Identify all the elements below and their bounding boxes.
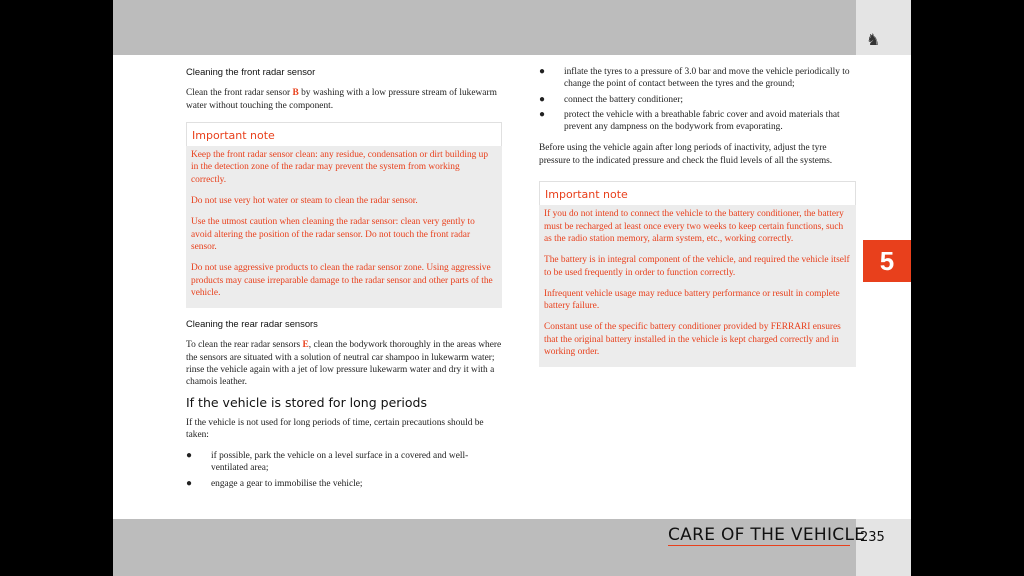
list-item-text: inflate the tyres to a pressure of 3.0 bar and move the vehicle periodically to change the point of contact between the tyres and the ground; — [564, 67, 850, 90]
rear-para-text: To clean the rear radar sensors — [186, 340, 303, 351]
manual-page — [113, 0, 911, 576]
sensor-ref-e: E — [302, 340, 309, 351]
list-item — [186, 478, 502, 490]
rear-radar-heading: Cleaning the rear radar sensors — [186, 318, 318, 330]
front-radar-paragraph — [186, 87, 502, 112]
bullet-icon: ● — [539, 108, 546, 120]
list-item-text: connect the battery conditioner; — [564, 94, 683, 105]
list-item — [539, 94, 856, 106]
rear-radar-paragraph — [186, 339, 502, 388]
header-corner — [856, 0, 911, 55]
section-title-underline — [668, 545, 850, 546]
front-para-text: Clean the front radar sensor — [186, 88, 293, 99]
list-item — [539, 109, 856, 134]
note-paragraph: Do not use aggressive products to clean the radar sensor zone. Using aggressive products may cause irreparable damage to the radar sensor and other parts of the vehicle. — [191, 263, 493, 298]
page-number: 235 — [860, 530, 885, 545]
after-storage-paragraph: Before using the vehicle again after long periods of inactivity, adjust the tyre pressure to the indicated pressure and check the fluid levels of all the systems. — [539, 143, 833, 166]
right-column — [539, 66, 856, 377]
bullet-icon: ● — [186, 449, 193, 461]
sensor-ref-b: B — [292, 88, 299, 99]
header-band — [113, 0, 911, 55]
list-item — [539, 66, 856, 91]
list-item-text: engage a gear to immobilise the vehicle; — [211, 479, 363, 490]
storage-bullet-list — [186, 450, 502, 491]
side-strip — [856, 55, 911, 519]
list-item — [186, 450, 502, 475]
important-note-box — [186, 122, 502, 308]
note-title: Important note — [186, 122, 502, 146]
list-item-text: if possible, park the vehicle on a level surface in a covered and well-ventilated area; — [211, 450, 469, 473]
prancing-horse-icon: ♞ — [866, 30, 881, 49]
chapter-tab[interactable]: 5 — [863, 240, 911, 282]
rear-para-text-end: , clean the bodywork thoroughly in the areas where the sensors are situated with a solution of neutral car shampoo in lukewarm water; rinse the vehicle again with a jet of low pressure lukewarm water and dry it with a chamois leather. — [186, 340, 502, 388]
list-item-text: protect the vehicle with a breathable fabric cover and avoid materials that prevent any dampness on the bodywork from evaporating. — [564, 109, 840, 133]
note-paragraph: Constant use of the specific battery conditioner provided by FERRARI ensures that the original battery installed in the vehicle is kept charged correctly and in working order. — [544, 322, 841, 358]
note-paragraph: Use the utmost caution when cleaning the radar sensor: clean very gently to avoid altering the position of the radar sensor. Do not touch the front radar sensor. — [191, 217, 475, 252]
note-title: Important note — [539, 181, 856, 205]
front-para-text-end: by washing with a low pressure stream of lukewarm water without touching the component. — [186, 88, 497, 111]
note-paragraph: The battery is in integral component of the vehicle, and required the vehicle itself to be used frequently in order to function correctly. — [544, 255, 850, 278]
storage-paragraph: If the vehicle is not used for long periods of time, certain precautions should be taken: — [186, 417, 484, 441]
note-paragraph: Infrequent vehicle usage may reduce battery performance or result in complete battery failure. — [544, 288, 840, 312]
bullet-icon: ● — [539, 93, 546, 105]
important-note-box-battery — [539, 181, 856, 367]
note-paragraph: Do not use very hot water or steam to clean the radar sensor. — [191, 196, 418, 207]
note-paragraph: Keep the front radar sensor clean: any residue, condensation or dirt building up in the detection zone of the radar may prevent the system from working correctly. — [191, 150, 489, 185]
bullet-icon: ● — [539, 66, 546, 77]
note-paragraph: If you do not intend to connect the vehicle to the battery conditioner, the battery must be recharged at least once every two weeks to keep certain functions, such as the radio station memory, alarm system, etc., working correctly. — [544, 209, 844, 244]
storage-bullet-list-continued — [539, 66, 856, 133]
front-radar-heading: Cleaning the front radar sensor — [186, 66, 316, 77]
storage-heading: If the vehicle is stored for long periods — [186, 394, 427, 410]
section-title: CARE OF THE VEHICLE — [668, 525, 866, 545]
bullet-icon: ● — [186, 478, 193, 490]
left-column — [186, 66, 502, 494]
